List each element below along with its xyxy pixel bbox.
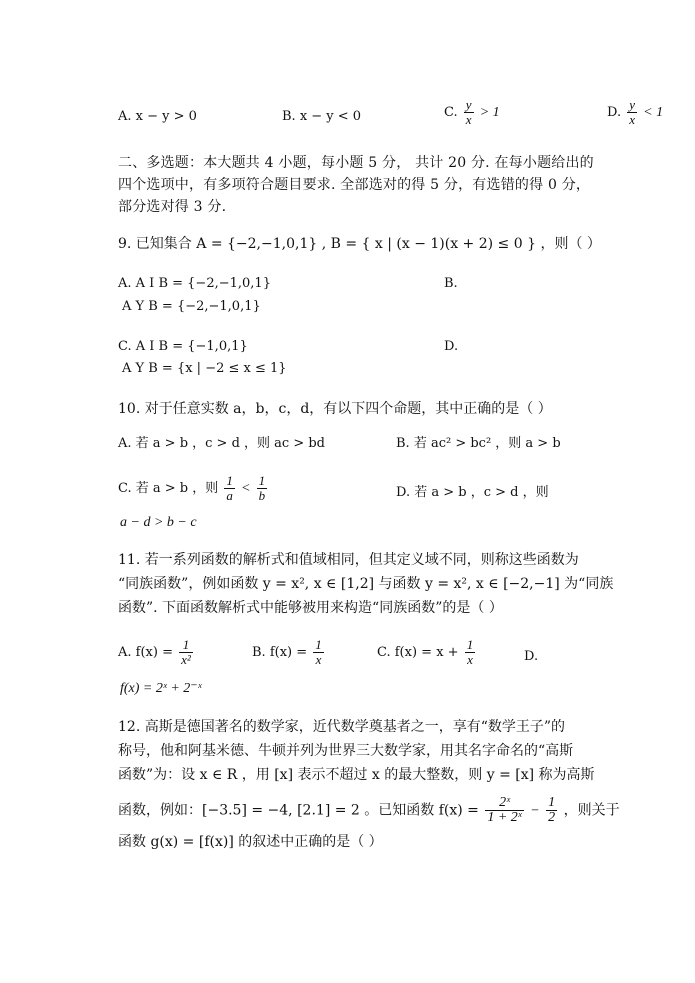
q11-option-b-prefix: B. f(x) = [252,645,308,660]
q9-option-c-line2: A Y B = {x | −2 ≤ x ≤ 1} [122,361,287,376]
q11-option-a-fraction [179,638,193,667]
q8-option-d-denominator: x [629,112,636,127]
q11-c-den: x [467,652,473,667]
q8-option-c-label: C. [444,105,458,120]
q8-option-b: B. x − y < 0 [282,109,362,124]
q12-fraction1 [485,796,523,825]
q10-c-frac1-den: a [226,488,233,503]
q10-c-frac1-num: 1 [226,473,233,488]
q8-option-c-rest: > 1 [479,105,500,120]
q11-a-den: x² [181,652,191,667]
q11-line2: “同族函数”，例如函数 y = x², x ∈ [1,2] 与函数 y = x², x ∈ [−2,−1] 为“同族 [118,576,614,592]
q9-option-b: B. [444,276,458,291]
q9-option-c-line1: C. A I B = {−1,0,1} [118,339,248,354]
q10-option-d-line2: a − d > b − c [120,515,197,530]
q10-option-c-fraction1 [224,474,235,503]
q11-b-den: x [315,652,322,667]
q11-option-b [252,638,326,667]
q12-line4-prefix: 函数，例如：[−3.5] = −4, [2.1] = 2 。已知函数 f(x) = [118,802,479,819]
section2-line1: 二、多选题：本大题共 4 小题，每小题 5 分， 共计 20 分. 在每小题给出的 [118,155,594,171]
section2-line3: 部分选对得 3 分. [118,199,227,215]
q8-option-d-label: D. [607,105,622,120]
q8-option-c-denominator: x [465,112,472,127]
q12-line4-suffix: ，则关于 [563,802,620,819]
q9-stem: 9. 已知集合 A = {−2,−1,0,1} , B = { x | (x − 1)(x + 2) ≤ 0 } ，则（ ） [118,236,601,252]
q10-option-c-prefix: C. 若 a > b ，则 [118,481,219,496]
q10-c-frac2-num: 1 [258,473,266,488]
q8-option-d-fraction [627,98,637,127]
q10-option-c-fraction2 [257,474,268,503]
q8-option-d [607,98,663,127]
q9-option-a-line1: A. A I B = {−2,−1,0,1} [118,276,271,291]
q12-frac1-den: 1 + 2ˣ [487,810,522,825]
q11-a-num: 1 [179,638,193,653]
q12-line5: 函数 g(x) = [f(x)] 的叙述中正确的是（ ） [118,834,383,850]
q12-minus: − [530,803,540,819]
q11-c-num: 1 [466,637,474,652]
q8-option-c-numerator: y [465,97,472,112]
q11-option-c-fraction [465,638,476,667]
q12-line1: 12. 高斯是德国著名的数学家，近代数学奠基者之一，享有“数学王子”的 [118,719,566,735]
q9-option-a-line2: A Y B = {−2,−1,0,1} [122,299,261,314]
q10-option-b: B. 若 ac² > bc² ，则 a > b [396,436,561,451]
q8-option-a: A. x − y > 0 [118,109,197,124]
q8-option-c-fraction [464,98,474,127]
q8-option-d-numerator: y [629,97,636,112]
q12-frac2-den: 2 [548,810,556,825]
q12-line2: 称号，他和阿基米德、牛顿并列为世界三大数学家，用其名字命名的“高斯 [118,743,574,759]
q11-b-num: 1 [315,637,322,652]
q11-option-b-fraction [313,638,324,667]
q11-option-c-prefix: C. f(x) = x + [377,645,459,660]
q12-line3: 函数”为：设 x ∈ R ，用 [x] 表示不超过 x 的最大整数，则 y = [x] 称为高斯 [118,767,595,783]
q12-fraction2 [546,796,557,825]
q8-option-c [444,98,500,127]
q11-line1: 11. 若一系列函数的解析式和值域相同，但其定义域不同，则称这些函数为 [118,552,579,568]
q10-option-c-lt: < [241,481,251,496]
q12-line4 [118,796,620,825]
q10-c-frac2-den: b [258,488,266,503]
q10-option-d: D. 若 a > b ，c > d ，则 [396,485,549,500]
q12-frac1-num: 2ˣ [485,796,523,811]
q8-option-d-rest: < 1 [643,105,664,120]
q11-option-d: D. [524,649,539,664]
q11-option-a-prefix: A. f(x) = [118,645,173,660]
q11-option-d-line2: f(x) = 2ˣ + 2⁻ˣ [120,681,202,696]
q10-option-a: A. 若 a > b ，c > d ，则 ac > bd [118,436,326,451]
q9-option-d: D. [444,339,459,354]
q12-frac2-num: 1 [548,795,556,810]
q11-line3: 函数”. 下面函数解析式中能够被用来构造“同族函数”的是（ ） [118,600,503,616]
section2-line2: 四个选项中，有多项符合题目要求. 全部选对的得 5 分，有选错的得 0 分， [118,177,591,193]
q10-stem: 10. 对于任意实数 a，b，c，d，有以下四个命题，其中正确的是（ ） [118,401,552,417]
q11-option-a [118,638,195,667]
q10-option-c [118,474,269,503]
q11-option-c [377,638,477,667]
